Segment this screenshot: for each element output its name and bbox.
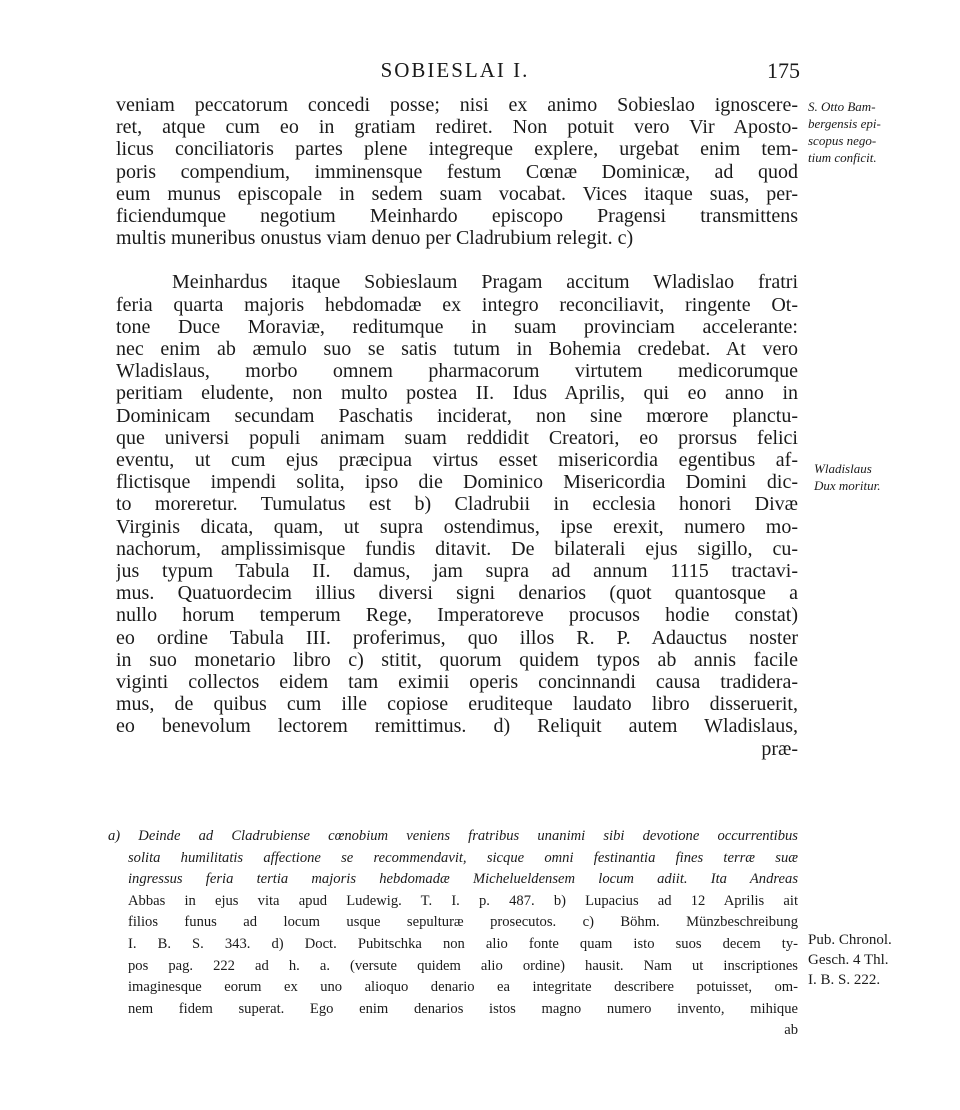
margin-line: tium conficit. <box>808 150 877 165</box>
margin-line: Wladislaus <box>814 461 872 476</box>
marginal-note-wladislaus <box>814 460 954 494</box>
text-line: veniam peccatorum concedi posse; nisi ex animo Sobieslao ignoscere- <box>116 94 798 116</box>
text-line: nullo horum temperum Rege, Imperatoreve procusos hodie constat) <box>116 604 798 627</box>
text-line: nachorum, amplissimisque fundis ditavit. De bilaterali ejus sigillo, cu- <box>116 537 798 560</box>
text-line: eventu, ut cum ejus præcipua virtus esset misericordia egentibus af- <box>116 449 798 472</box>
text-line: Dominicam secundam Paschatis inciderat, non sine mœrore planctu- <box>116 404 798 427</box>
page-header <box>110 58 800 88</box>
text-line: tone Duce Moraviæ, reditumque in suam provinciam accelerante: <box>116 315 798 338</box>
footnote-line: Abbas in ejus vita apud Ludewig. T. I. p. 487. b) Lupacius ad 12 Aprilis ait <box>128 892 798 909</box>
catchword: præ- <box>761 737 798 760</box>
page-number: 175 <box>767 58 800 83</box>
paragraph-1 <box>116 94 798 249</box>
text-line: mus, de quibus cum ille copiose eruditeque laudato libro disseruerit, <box>116 693 798 716</box>
text-line: flictisque impendi solita, ipso die Dominico Misericordia Domini dic- <box>116 471 798 494</box>
text-line: to moreretur. Tumulatus est b) Cladrubii in ecclesia honori Divæ <box>116 493 798 516</box>
paragraph-gap <box>116 249 798 271</box>
margin-line: Pub. Chronol. <box>808 932 892 948</box>
text-line: peritiam eludente, non multo postea II. Idus Aprilis, qui eo anno in <box>116 382 798 405</box>
margin-line: Dux moritur. <box>814 478 881 493</box>
footnote-line: imaginesque eorum ex uno alioquo denario ea integritate describere potuisset, om- <box>128 979 798 996</box>
margin-line: scopus nego- <box>808 133 877 148</box>
margin-line: Gesch. 4 Thl. <box>808 952 889 968</box>
text-line: multis muneribus onustus viam denuo per Cladrubium relegit. c) <box>116 227 634 250</box>
footnote-line: pos pag. 222 ad h. a. (versute quidem alio ordine) hausit. Nam ut inscriptiones <box>128 957 798 974</box>
running-head: SOBIESLAI I. <box>380 58 530 82</box>
footnote-line: nem fidem superat. Ego enim denarios istos magno numero invento, mihique <box>128 1000 798 1017</box>
footnote-line: ingressus feria tertia majoris hebdomadæ Michelueldensem locum adiit. Ita Andreas <box>128 871 798 888</box>
text-line: mus. Quatuordecim illius diversi signi denarios (quot quantosque a <box>116 582 798 605</box>
text-line: Wladislaus, morbo omnem pharmacorum virtutem medicorumque <box>116 360 798 383</box>
text-line: eum munus episcopale in sedem suam vocabat. Vices itaque suas, per- <box>116 182 798 205</box>
text-line: poris compendium, imminensque festum Cœnæ Dominicæ, ad quod <box>116 160 798 183</box>
margin-line: S. Otto Bam- <box>808 99 876 114</box>
marginal-note-pub <box>808 930 948 990</box>
text-line: Meinhardus itaque Sobieslaum Pragam accitum Wladislao fratri <box>172 271 798 294</box>
footnote-line: a) Deinde ad Cladrubiense cœnobium veniens fratribus unanimi sibi devotione occurrentibus <box>108 828 798 844</box>
footnote-line: I. B. S. 343. d) Doct. Pubitschka non alio fonte quam isto suos decem ty- <box>128 935 798 952</box>
margin-line: I. B. S. 222. <box>808 972 881 988</box>
footnotes <box>108 826 798 1042</box>
text-line: ficiendumque negotium Meinhardo episcopo Pragensi transmittens <box>116 205 798 228</box>
text-line: eo ordine Tabula III. proferimus, quo illos R. P. Adauctus noster <box>116 626 798 649</box>
footnote-line: filios funus ad locum usque sepulturæ prosecutos. c) Böhm. Münzbeschreibung <box>128 914 798 931</box>
text-line: ret, atque cum eo in gratiam rediret. Non potuit vero Vir Aposto- <box>116 116 798 139</box>
main-text <box>116 94 798 760</box>
paragraph-2 <box>116 271 798 737</box>
text-line: in suo monetario libro c) stitit, quorum quidem typos ab annis facile <box>116 648 798 671</box>
text-line: feria quarta majoris hebdomadæ ex integro reconciliavit, ringente Ot- <box>116 293 798 316</box>
text-line: eo benevolum lectorem remittimus. d) Reliquit autem Wladislaus, <box>116 715 798 738</box>
text-line: jus typum Tabula II. damus, jam supra ad annum 1115 tractavi- <box>116 560 798 583</box>
text-line: que universi populi animam suam reddidit Creatori, eo prorsus felici <box>116 426 798 449</box>
footnote-line: solita humilitatis affectione se recommendavit, sicque omni festinantia fines terræ suæ <box>128 849 798 866</box>
text-line: Virginis dicata, quam, ut supra ostendimus, ipse erexit, numero mo- <box>116 515 798 538</box>
text-line: nec enim ab æmulo suo se satis tutum in Bohemia credebat. At vero <box>116 338 798 361</box>
margin-line: bergensis epi- <box>808 116 881 131</box>
footnote-catchword: ab <box>784 1022 798 1039</box>
text-line: licus conciliatoris partes plene integreque explere, urgebat enim tem- <box>116 138 798 161</box>
marginal-note-otto <box>808 98 948 166</box>
text-line: viginti collectos eidem tam eximii operis concinnandi causa tradidera- <box>116 671 798 694</box>
